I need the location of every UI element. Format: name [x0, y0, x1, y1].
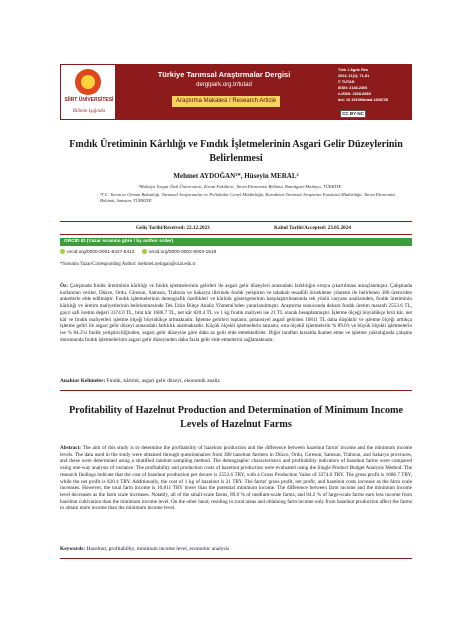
- english-keywords: [60, 546, 412, 552]
- university-logo: [60, 64, 116, 120]
- orcid-link-text: orcid.org/0000-0001-8427-5412: [67, 249, 135, 255]
- logo-motto: Bilimin Işığında: [72, 109, 106, 114]
- english-title: Profitability of Hazelnut Production and Determination of Minimum Income Levels of Hazelnut Farms: [68, 405, 404, 430]
- affiliation-1: ¹Malatya Turgut Özal Üniversitesi, Ziraat Fakültesi, Tarım Ekonomisi Bölümü, Battalgazi-Malatya, TÜRKİYE: [138, 184, 342, 189]
- divider: [60, 390, 412, 391]
- orcid-link-1[interactable]: [60, 250, 134, 255]
- authors: Mehmet AYDOĞAN¹*, Hüseyin MERAL²: [173, 172, 299, 180]
- abstract-label: Öz:: [60, 283, 69, 289]
- abstract-text: The aim of this study is to determine the profitability of hazelnut production and the difference between hazelnut farms' income and the minimum income levels. The data used in the study were obtained through questionnaires from 380 hazelnut farmers in Düzce, Ordu, Giresun, Samsun, Trabzon, and Sakarya provinces, and these were determined using a stratified random sampling method. The demographic characteristics and profitability indicators of hazelnut farms were compared using one-way analysis of variance. The profitability and production costs of hazelnut production were evaluated using the Single Product Budget Analysis Method. The research findings indicate that the cost of hazelnut production per decare is 2553.6 TRY, with a Gross Production Value of 3374.0 TRY. The gross profit is 1686.7 TRY, while the net profit is 820.4 TRY. Additionally, the cost of 1 kg of hazelnut is 21 TRY. The farms' gross profit, net profit, and hazelnut costs increase as the farm scale increases. However, the total farm income is 10,811 TRY lower than the potential minimum income. The difference between farm income and the minimum income level decreases as the farm scale increases. Notably, all of the small-scale farms, 89.0 % of medium-scale farms, and 84.2 % of large-scale farms earn less income from hazelnut cultivation than the minimum income level. On the other hand, residing in rural areas and obtaining farm income only from hazelnut production affect the farms to obtain more income than the minimum income level.: [60, 445, 413, 512]
- journal-title: Türkiye Tarımsal Araştırmalar Dergisi: [157, 70, 291, 79]
- orcid-header: ORCID ID (Yazar sırasına göre / by author order): [60, 238, 412, 246]
- orcid-icon: [60, 249, 65, 254]
- journal-side-info: [338, 67, 410, 103]
- orcid-links: [60, 249, 412, 256]
- corresponding-author: *Sorumlu Yazar/Corresponding Author: mehmet.aydogan@ozal.edu.tr: [60, 262, 196, 267]
- orcid-icon: [142, 249, 147, 254]
- abstract-label: Abstract:: [60, 445, 82, 451]
- side-info-line: 2024, 11(1): 71-81: [338, 74, 370, 78]
- turkish-abstract: [60, 283, 412, 343]
- side-info-line: Türk J Agric Res: [338, 68, 369, 72]
- keywords-text: Hazelnut, profitability, minimum income level, economic analysis: [86, 546, 230, 552]
- cc-license-icon[interactable]: CC BY-NC: [340, 110, 366, 118]
- keywords-label: Anahtar Kelimeler:: [60, 378, 106, 384]
- accepted-date: Kabul Tarihi/Accepted: 23.05.2024: [274, 225, 351, 231]
- orcid-link-2[interactable]: [142, 250, 216, 255]
- orcid-link-text: orcid.org/0000-0002-9003-1518: [148, 249, 217, 255]
- keywords-text: Fındık, kârlılık, asgari gelir düzeyi, ekonomik analiz: [106, 378, 220, 384]
- received-date: Geliş Tarihi/Received: 22.12.2023: [136, 225, 210, 231]
- keywords-label: Keywords:: [60, 546, 86, 552]
- article-type-badge: Araştırma Makalesi / Research Article: [172, 96, 280, 107]
- sun-logo-icon: [75, 69, 101, 95]
- side-info-line: © TUTAD: [338, 80, 355, 84]
- divider: [60, 558, 412, 559]
- side-info-line[interactable]: doi: 10.19159/tutad.1408735: [338, 98, 389, 102]
- journal-url[interactable]: dergipark.org.tr/tutad: [196, 82, 252, 88]
- abstract-text: Çalışmada fındık üretiminin kârlılığı ve fındık işletmelerinin gelirleri ile asgari gelir düzeyleri arasındaki farklılığın ortaya çıkartılması amaçlanmıştır. Çalışmada kullanılan veriler, Düzce, Ordu, Giresun, Samsun, Trabzon ve Sakarya illerinde fındık yetiştiren ve tabakalı tesadüfi örnekleme yöntemi ile belirlenen 380 üreticiden anketlerle elde edilmiştir. Fındık işletmelerinin demografik özellikleri ve kârlılık göstergelerinin karşılaştırılmasında tek yönlü varyans analizinden, fındık üretiminin kârlılığı ve üretim maliyetlerinin belirlenmesinde Tek Ürün Bütçe Analiz Yöntemi'nden yararlanılmıştır. Araştırma sonucunda dekara fındık üretim masrafı 2553.6 TL, gayri safi üretim değeri 3374.0 TL, brüt kâr 1686.7 TL, net kâr 820.4 TL ve 1 kg fındık maliyeti ise 21 TL olarak hesaplanmıştır. İşletme ölçeği büyüdükçe brüt kâr, net kâr ve fındık maliyetleri işletme ölçeği büyüdükçe artmaktadır. İşletme gelirleri toplamı, potansiyel asgari gelirden 10811 TL daha düşüktür ve işletme ölçeği arttıkça işletme geliri ile asgari gelir düzeyi arasındaki farklılık azalmaktadır. Küçük ölçekli işletmelerin tamamı, orta ölçekli işletmelerin % 89.0's ve büyük ölçekli işletmelerin ise % 84.2'si fındık yetiştiriciliğinden, asgari gelir düzeyine göre daha az gelir elde etmektedirler. Diğer taraftan kırsalda ikamet etme ve işletme yakınlığında çalışma durumunda fındık işletmelerinin asgari gelir düzeyinden daha fazla gelir elde etmelerini sağlamaktadır.: [60, 283, 413, 343]
- affiliation-2: ²T.C. Tarım ve Orman Bakanlığı, Tarımsal Araştırmalar ve Politikalar Genel Müdürlüğü, Karadeniz Tarımsal Araştırma Enstitüsü Müdürlüğü, Tarım Ekonomisi Bölümü, Samsun, TÜRKİYE: [100, 192, 396, 203]
- english-abstract: [60, 445, 412, 512]
- turkish-keywords: [60, 378, 412, 384]
- side-info-line: ISSN: 2148-2306: [338, 86, 368, 90]
- logo-university-name: SİİRT ÜNİVERSİTESİ: [64, 97, 114, 103]
- turkish-title: Fındık Üretiminin Kârlılığı ve Fındık İşletmelerinin Asgari Gelir Düzeylerinin Belirlenmesi: [69, 139, 403, 164]
- divider: [60, 221, 412, 222]
- side-info-line: e-ISSN: 2528-858X: [338, 92, 372, 96]
- divider: [60, 234, 412, 235]
